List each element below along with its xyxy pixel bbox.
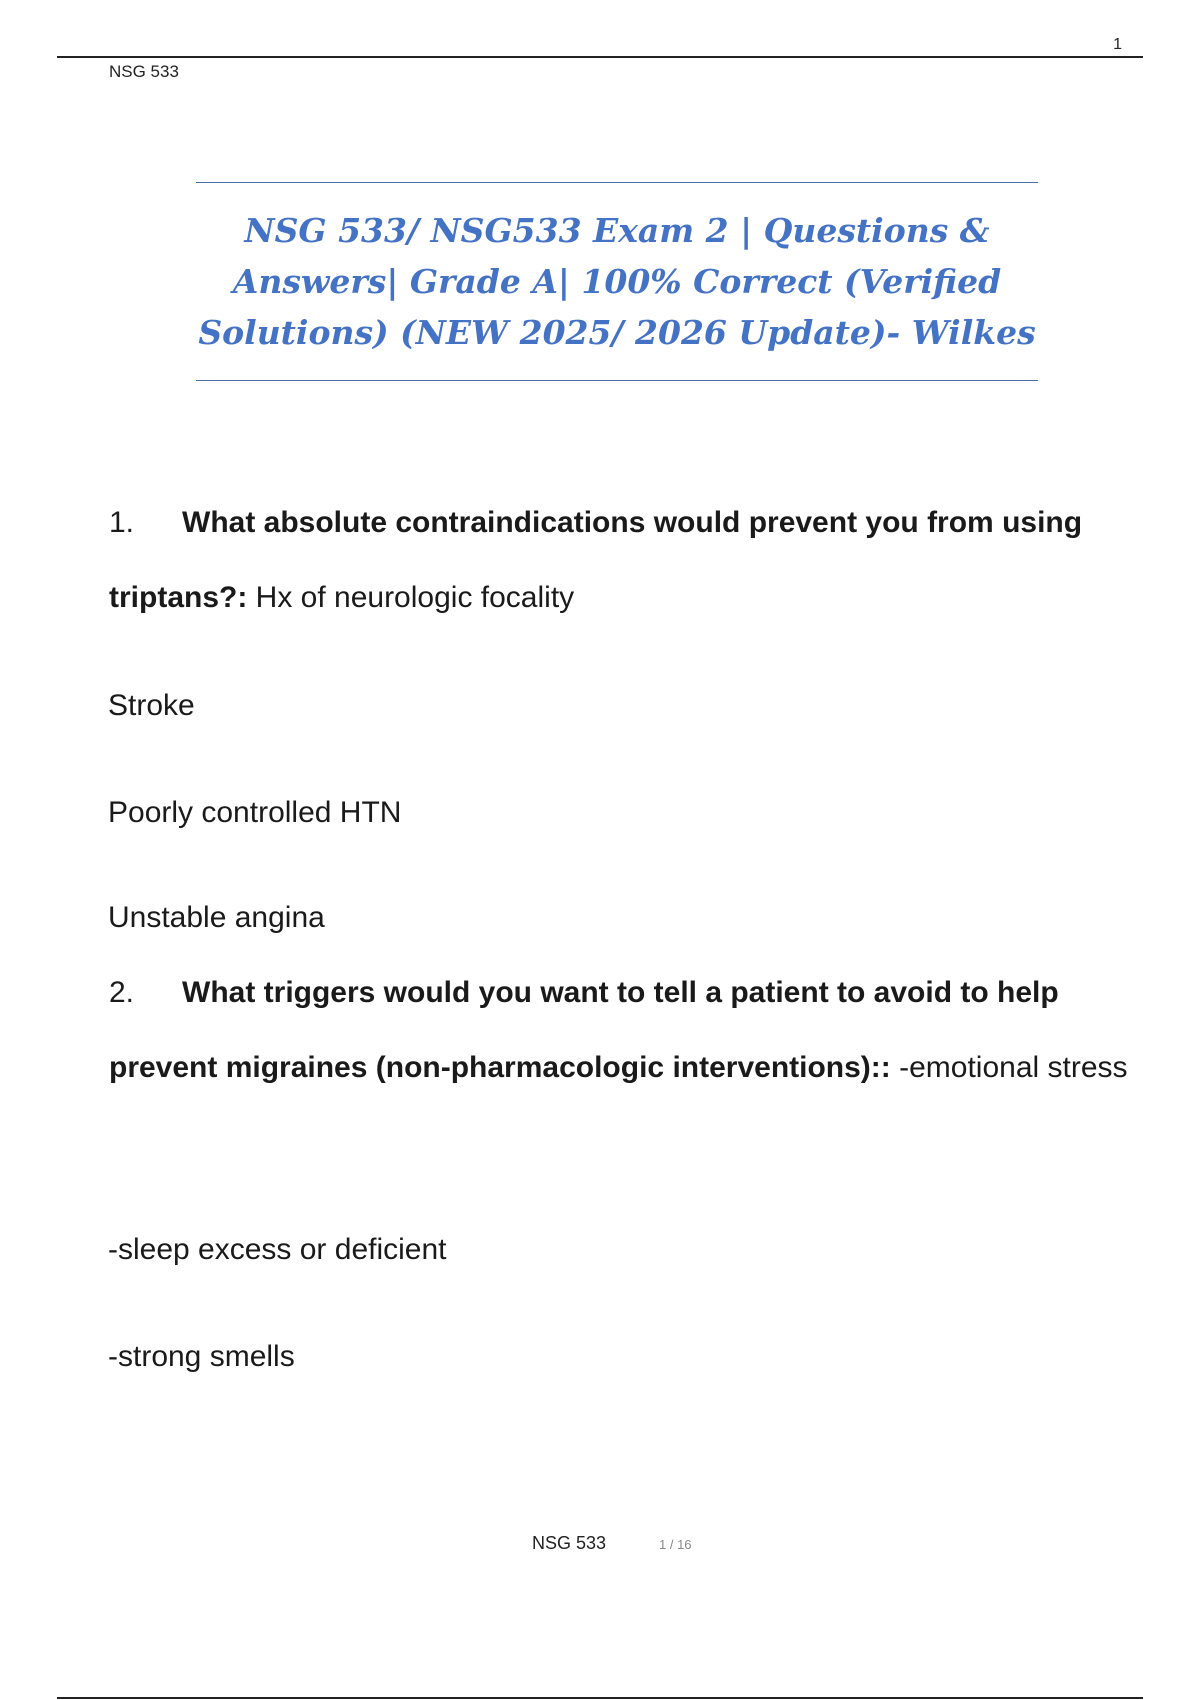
title-line-3: Solutions) (NEW 2025/ 2026 Update)- Wilkes bbox=[198, 313, 1036, 352]
question-number: 2. bbox=[109, 976, 135, 1009]
answer-item: Stroke bbox=[108, 689, 195, 722]
footer-label: NSG 533 bbox=[532, 1533, 607, 1553]
title-line-1: NSG 533/ NSG533 Exam 2 | Questions & bbox=[244, 211, 990, 250]
answer-inline: Hx of neurologic focality bbox=[247, 581, 575, 614]
question-1 bbox=[109, 485, 1149, 635]
answer-item: -sleep excess or deficient bbox=[108, 1233, 447, 1266]
question-2 bbox=[109, 955, 1149, 1105]
question-number: 1. bbox=[109, 506, 135, 539]
answer-inline: -emotional stress bbox=[890, 1051, 1128, 1084]
question-text: What absolute contraindications would prevent you from using triptans?: bbox=[109, 506, 1083, 614]
header-rule bbox=[57, 56, 1143, 58]
document-title bbox=[196, 182, 1038, 381]
question-text: What triggers would you want to tell a patient to avoid to help prevent migraines (non-pharmacologic interventions):: bbox=[109, 976, 1059, 1084]
title-line-2: Answers| Grade A| 100% Correct (Verified bbox=[232, 262, 1002, 301]
answer-item: Unstable angina bbox=[108, 901, 325, 934]
header-label: NSG 533 bbox=[109, 62, 179, 81]
answer-item: Poorly controlled HTN bbox=[108, 796, 402, 829]
page-number: 1 bbox=[1113, 36, 1122, 53]
page-indicator: 1 / 16 bbox=[659, 1537, 692, 1552]
answer-item: -strong smells bbox=[108, 1340, 295, 1373]
footer-rule bbox=[57, 1697, 1143, 1699]
